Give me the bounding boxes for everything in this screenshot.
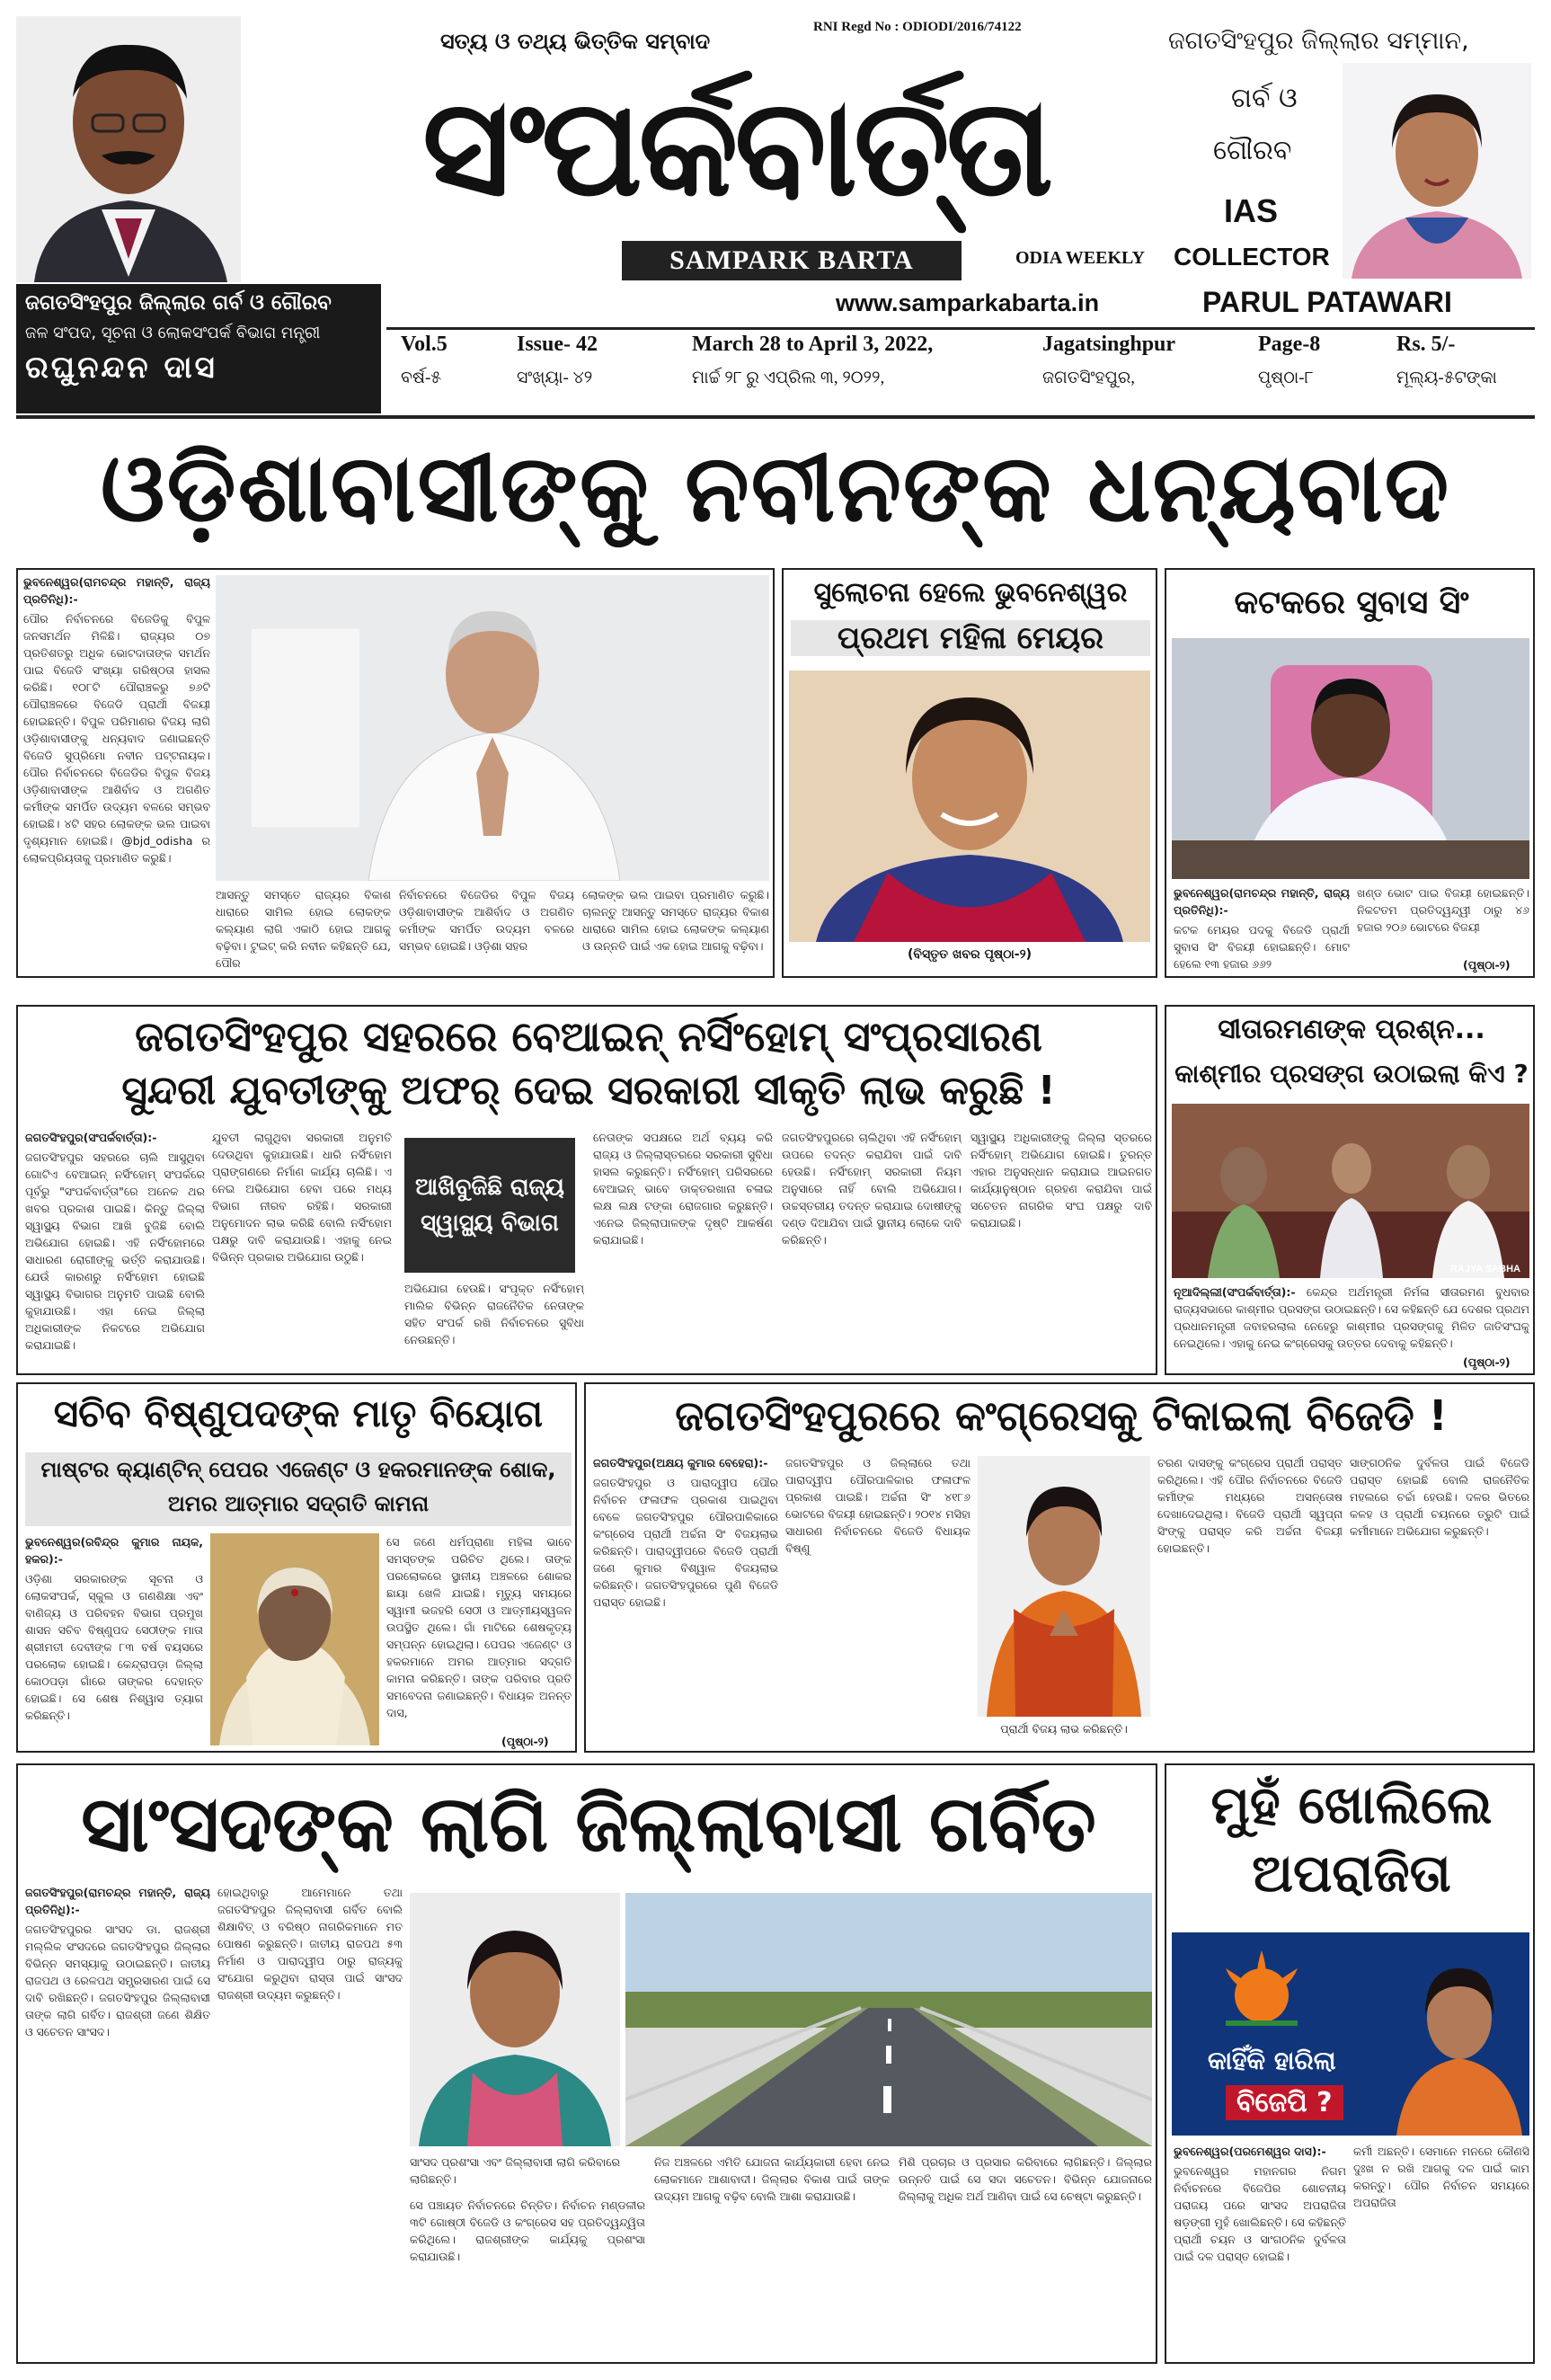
story9-headline-1: ମୁହଁ ଖୋଲିଲେ xyxy=(1210,1774,1493,1835)
story8-text-a: ଜଗତସିଂହପୁରର ସାଂସଦ ଡା. ରାଜଶ୍ରୀ ମଲ୍ଲିକ ସଂସଦରେ ଜଗତସିଂହପୁର ଜିଲ୍ଲାର ବିଭିନ୍ନ ସମସ୍ୟାକୁ ଉଠାଇଛନ୍ତି। ଜାତୀୟ ରାଜପଥ ଓ ରେଳପଥ ସମ୍ପ୍ରସାରଣ ପାଇଁ ସେ ଦାବି ରଖିଛନ୍ତି। ଜଗତସିଂହପୁର ଜିଲ୍ଲାବାସୀ ତାଙ୍କ ଲାଗି ଗର୍ବିତ। ରାଜଶ୍ରୀ ଜଣେ ଶିକ୍ଷିତ ଓ ସଚେତନ ସାଂସଦ। xyxy=(25,1923,210,2038)
english-title: SAMPARK BARTA xyxy=(669,245,914,275)
issue-vol: Vol.5 xyxy=(401,333,448,356)
story8-text-c: ସେ ପଞ୍ଚାୟତ ନିର୍ବାଚନରେ ଚିନ୍ତିତ। ନିର୍ବାଚନ ମଣ୍ଡଳୀର ୩ଟି ଗୋଷ୍ଠୀ ବିଜେଡି ଓ କଂଗ୍ରେସ ସହ ପ୍ରତିଦ୍ୱନ୍ଦ୍ୱିତା କରିଥିଲେ। ରାଜଶ୍ରୀଙ୍କ କାର୍ଯ୍ୟକୁ ପ୍ରଶଂସା କରାଯାଉଛି। xyxy=(410,2198,645,2263)
issue-number-odia: ସଂଖ୍ୟା- ୪୨ xyxy=(517,369,593,387)
issue-date-odia: ମାର୍ଚ୍ଚ ୨୮ ରୁ ଏପ୍ରିଲ ୩, ୨୦୨୨, xyxy=(692,369,885,387)
main-headline: ଓଡ଼ିଶାବାସୀଙ୍କୁ ନବୀନଙ୍କ ଧନ୍ୟବାଦ xyxy=(100,433,1451,543)
story7-text-a: ଜଗତସିଂହପୁର ଓ ପାରାଦ୍ୱୀପ ପୌର ନିର୍ବାଚନ ଫଳାଫଳ ପ୍ରକାଶ ପାଇଥିବା ବେଳେ ଜଗତସିଂହପୁର ପୌରପାଳିକାରେ କଂଗ୍ରେସ ପ୍ରାର୍ଥୀ ଅର୍ଚ୍ଚନା ସିଂ ବିଜୟଲାଭ କରିଛନ୍ତି। ପାରାଦ୍ୱୀପରେ ବିଜେଡି ପ୍ରାର୍ଥୀ ଜଣେ କୁମାର ବିଶ୍ୱାଳ ବିଜୟଲାଭ କରିଛନ୍ତି। ଜଗତସିଂହପୁରରେ ପୁଣି ବିଜେଡି ପରାସ୍ତ ହୋଇଛି। xyxy=(593,1476,778,1609)
story9-dateline: ଭୁବନେଶ୍ୱର(ପରମେଶ୍ୱର ଦାସ):- xyxy=(1174,2145,1326,2158)
issue-number: Issue- 42 xyxy=(517,333,598,356)
story6-dateline: ଭୁବନେଶ୍ୱର(ରବିନ୍ଦ୍ର କୁମାର ନାୟକ, ହକର):- xyxy=(25,1535,203,1566)
story-subash xyxy=(1165,568,1535,978)
story9-headline-2: ଅପରାଜିତା xyxy=(1252,1843,1451,1904)
rni-number: RNI Regd No : ODIODI/2016/74122 xyxy=(813,20,1022,34)
story7-caption: ପ୍ରାର୍ଥୀ ବିଜୟ ଲାଭ କରିଛନ୍ତି। xyxy=(1000,1722,1128,1736)
right-line-2: ଗର୍ବ ଓ xyxy=(1231,83,1298,114)
issue-page-odia: ପୃଷ୍ଠା-୮ xyxy=(1258,369,1314,387)
english-title-box xyxy=(622,241,962,280)
story5-headline-1: ସୀତାରମଣଙ୍କ ପ୍ରଶ୍ନ... xyxy=(1218,1014,1485,1045)
story-bereavement xyxy=(16,1382,577,1753)
story4-text-a: ଜଗତସିଂହପୁର ସହରରେ ଚାଲି ଆସୁଥିବା ଗୋଟିଏ ବେଆଇନ୍ ନର୍ସିଂହୋମ୍ ସଂପର୍କରେ ପୂର୍ବରୁ "ସଂପର୍କବାର୍ତ୍ତା"ରେ ଅନେକ ଥର ଖବର ପ୍ରକାଶ ପାଇଛି। କିନ୍ତୁ ଜିଲ୍ଲା ସ୍ୱାସ୍ଥ୍ୟ ବିଭାଗ ଆଖି ବୁଜିଛି ବୋଲି ଅଭିଯୋଗ ହୋଇଛି। ଏହି ନର୍ସିଂହୋମରେ ସାଧାରଣ ରୋଗୀଙ୍କୁ ଭର୍ତ୍ତି କରାଯାଉଛି। ଯେଉଁ କାରଣରୁ ନର୍ସିଂହୋମ ହୋଇଛି ସ୍ୱାସ୍ଥ୍ୟ ବିଭାଗର ଅନୁମତି ପାଇଛି ବୋଲି କୁହାଯାଉଛି। ଏହା ନେଇ ଜିଲ୍ଲା ଅଧିକାରୀଙ୍କ ନିକଟରେ ଅଭିଯୋଗ କରାଯାଇଛି। xyxy=(25,1150,205,1352)
story1-text-a: ପୌର ନିର୍ବାଚନରେ ବିଜେଡିକୁ ବିପୁଳ ଜନସମର୍ଥନ ମିଳିଛି। ରାଜ୍ୟର ୦୭ ପ୍ରତିଶତରୁ ଅଧିକ ଭୋଟଦାତାଙ୍କ ସମର୍ଥନ ପାଇ ବିଜେଡି ସଂଖ୍ୟା ଗରିଷ୍ଠତା ହାସଲ କରିଛି। ୧୦୮ଟି ପୌରାଞ୍ଚଳରୁ ୭୬ଟି ପୌରାଞ୍ଚଳରେ ବିଜେଡି ପ୍ରାର୍ଥୀ ବିଜୟୀ ହୋଇଛନ୍ତି। ବିପୁଳ ପରିମାଣର ବିଜୟ ଲାଗି ଓଡ଼ିଶାବାସୀଙ୍କୁ ଧନ୍ୟବାଦ ଜଣାଇଛନ୍ତି ବିଜେଡି ସୁପ୍ରିମୋ ନବୀନ ପଟ୍ଟନାୟକ। ପୌର ନିର୍ବାଚନରେ ବିଜେଡିର ବିପୁଳ ବିଜୟ ଓଡ଼ିଶାବାସୀଙ୍କ ଆଶିର୍ବାଦ ଓ ଅଗଣିତ କର୍ମୀଙ୍କ ସମର୍ପିତ ଉଦ୍ୟମ ବଳରେ ସମ୍ଭବ ହୋଇଛି। ୪ଟି ସହର ଲୋକଙ୍କ ଭଲ ପାଇବା ଦୃଶ୍ୟମାନ ହୋଇଛି। @bjd_odisha ର ଲୋକପ୍ରିୟତାକୁ ପ୍ରମାଣିତ କରୁଛି। xyxy=(23,612,210,865)
story1-dateline: ଭୁବନେଶ୍ୱର(ରାମଚନ୍ଦ୍ର ମହାନ୍ତି, ରାଜ୍ୟ ପ୍ରତିନିଧି):- xyxy=(23,575,210,606)
mp-photo xyxy=(410,1893,620,2146)
right-line-1: ଜଗତସିଂହପୁର ଜିଲ୍ଲାର ସମ୍ମାନ, xyxy=(1168,27,1469,55)
story3-headline: କଟକରେ ସୁବାସ ସିଂ xyxy=(1234,584,1469,621)
story2-headline-1: ସୁଲୋଚନା ହେଲେ ଭୁବନେଶ୍ୱର xyxy=(813,577,1128,608)
issue-row xyxy=(386,329,1535,406)
website-link[interactable]: www.samparkabarta.in xyxy=(836,289,1100,316)
story4-headline-1: ଜଗତସିଂହପୁର ସହରରେ ବେଆଇନ୍ ନର୍ସିଂହୋମ୍ ସଂପ୍ରସାରଣ xyxy=(135,1012,1042,1061)
sitharaman-photo xyxy=(1172,1104,1529,1278)
minister-photo xyxy=(16,16,241,282)
story2-caption: (ବିସ୍ତୃତ ଖବର ପୃଷ୍ଠା-୨) xyxy=(908,947,1032,962)
story7-headline: ଜଗତସିଂହପୁରରେ କଂଗ୍ରେସକୁ ଟିକାଇଲା ବିଜେଡି ! xyxy=(675,1391,1448,1440)
story-sulochana xyxy=(782,568,1157,978)
issue-vol-odia: ବର୍ଷ-୫ xyxy=(401,369,442,387)
story8-dateline: ଜଗତସିଂହପୁର(ରାମଚନ୍ଦ୍ର ମହାନ୍ତି, ରାଜ୍ୟ ପ୍ରତିନିଧି):- xyxy=(25,1886,210,1916)
story-congress xyxy=(584,1382,1535,1753)
subash-photo xyxy=(1172,638,1529,879)
aparajita-photo xyxy=(1172,1932,1529,2136)
story4-headline-2: ସୁନ୍ଦରୀ ଯୁବତୀଙ୍କୁ ଅଫର୍ ଦେଇ ସରକାରୀ ସୀକୃତି ଲାଭ କରୁଛି ! xyxy=(121,1068,1056,1114)
sulochana-photo xyxy=(789,670,1150,942)
story5-continued: (ପୃଷ୍ଠା-୨) xyxy=(1463,1355,1511,1369)
story7-text-d: ସାଙ୍ଗଠନିକ ଦୁର୍ବଳତା ପାଇଁ ବିଜେଡି ପରାସ୍ତ ହୋଇଛି ବୋଲି ରାଜନୈତିକ ମହଲରେ ଚର୍ଚ୍ଚା ହେଉଛି। ଦଳର ଭିତରେ କଳହ ଓ ପ୍ରାର୍ଥୀ ଚୟନରେ ତ୍ରୁଟି ପାଇଁ କର୍ମୀମାନେ ଅଭିଯୋଗ କରୁଛନ୍ତି। xyxy=(1350,1456,1529,1538)
story8-text-d: ନିଜ ଅଞ୍ଚଳରେ ଏମିତି ଯୋଜନା କାର୍ଯ୍ୟକାରୀ ହେବା ନେଇ ଲୋକମାନେ ଆଶାବାଦୀ। ଜିଲ୍ଲାର ବିକାଶ ପାଇଁ ତାଙ୍କ ଉଦ୍ୟମ ଆଗକୁ ବଢ଼ିବ ବୋଲି ଆଶା କରାଯାଉଛି। xyxy=(654,2155,890,2203)
story4-text-d: ନେତାଙ୍କ ସପକ୍ଷରେ ଅର୍ଥ ବ୍ୟୟ କରି ରାଜ୍ୟ ଓ ଜିଲ୍ଲାସ୍ତରରେ ସରକାରୀ ସୁବିଧା ହାସଲ କରୁଛନ୍ତି। ନର୍ସିଂହୋମ୍ ପରିସରରେ ବେଆଇନ୍ ଭାବେ ଡାକ୍ତରଖାନା ଚଳାଇ ଲକ୍ଷ ଲକ୍ଷ ଟଙ୍କା ରୋଜଗାର କରୁଛନ୍ତି। ଏନେଇ ଜିଲ୍ଲାପାଳଙ୍କ ଦୃଷ୍ଟି ଆକର୍ଷଣ କରାଯାଇଛି। xyxy=(593,1131,773,1247)
story8-caption: ସାଂସଦ ପ୍ରଶଂସା ଏବଂ ଜିଲ୍ଲାବାସୀ ଲାଗି କରିବାରେ ଲାଗିଛନ୍ତି। xyxy=(410,2155,620,2186)
minister-caption-1: ଜଗତସିଂହପୁର ଜିଲ୍ଲାର ଗର୍ବ ଓ ଗୌରବ xyxy=(25,291,332,315)
minister-name: ରଘୁନନ୍ଦନ ଦାସ xyxy=(25,350,217,386)
story-nursinghome xyxy=(16,1005,1157,1375)
weekly-label: ODIA WEEKLY xyxy=(1015,248,1145,268)
story9-text-b: କର୍ମୀ ଅଛନ୍ତି। ସେମାନେ ମନରେ କୌଣସି ଦୁଃଖ ନ ରଖି ଆଗକୁ ଦଳ ପାଇଁ କାମ କରନ୍ତୁ। ପୌର ନିର୍ବାଚନ ସମୟରେ ଅପରାଜିତା xyxy=(1353,2145,1529,2209)
issue-place: Jagatsinghpur xyxy=(1042,333,1176,356)
story-aparajita xyxy=(1165,1763,1535,2364)
issue-date: March 28 to April 3, 2022, xyxy=(692,333,934,356)
story6-headline: ସଚିବ ବିଷ୍ଣୁପଦଙ୍କ ମାତୃ ବିୟୋଗ xyxy=(53,1391,544,1435)
story6-continued: (ପୃଷ୍ଠା-୨) xyxy=(501,1735,549,1748)
issue-place-odia: ଜଗତସିଂହପୁର, xyxy=(1042,369,1135,387)
issue-price: Rs. 5/- xyxy=(1396,333,1456,356)
story4-box xyxy=(404,1138,575,1273)
story2-headline-2: ପ୍ରଥମ ମହିଳା ମେୟର xyxy=(791,620,1150,656)
right-collector: COLLECTOR xyxy=(1174,243,1330,271)
rajya-sabha-label: RAJYA SABHA xyxy=(1449,1264,1520,1274)
collector-name: PARUL PATAWARI xyxy=(1202,286,1452,318)
story-mp xyxy=(16,1763,1157,2364)
issue-page: Page-8 xyxy=(1258,333,1321,356)
story3-text-b: ଖଣ୍ଡ ଭୋଟ ପାଇ ବିଜୟୀ ହୋଇଛନ୍ତି। ନିକଟତମ ପ୍ରତିଦ୍ୱନ୍ଦ୍ୱୀ ଠାରୁ ୪୬ ହଜାର ୨୦୬ ଭୋଟରେ ବିଜୟୀ xyxy=(1357,886,1529,934)
story5-headline-2: କାଶ୍ମୀର ପ୍ରସଙ୍ଗ ଉଠାଇଲା କିଏ ? xyxy=(1174,1059,1529,1088)
bereavement-photo xyxy=(210,1533,379,1745)
aparajita-photo-text-1: କାହିଁକି ହାରିଲା xyxy=(1208,2046,1336,2075)
story7-text-b: ଜଗତସିଂହପୁର ଓ ଜିଲ୍ଲାରେ ତଥା ପାରାଦ୍ୱୀପ ପୌରପାଳିକାର ଫଳାଫଳ ପ୍ରକାଶ ପାଇଛି। ଅର୍ଚ୍ଚନା ସିଂ ୪୧୮୬ ଭୋଟରେ ବିଜୟୀ ହୋଇଛନ୍ତି। ୨୦୧୪ ମସିହା ସାଧାରଣ ନିର୍ବାଚନରେ ବିଜେଡି ବିଧାୟକ ବିଷ୍ଣୁ xyxy=(785,1456,970,1555)
minister-caption-2: ଜଳ ସଂପଦ, ସୂଚନା ଓ ଲୋକସଂପର୍କ ବିଭାଗ ମନ୍ତ୍ରୀ xyxy=(25,324,321,342)
tagline: ସତ୍ୟ ଓ ତଥ୍ୟ ଭିତ୍ତିକ ସମ୍ବାଦ xyxy=(440,29,711,54)
story8-headline: ସାଂସଦଙ୍କ ଲାଗି ଜିଲ୍ଲାବାସୀ ଗର୍ବିତ xyxy=(81,1780,1096,1869)
story1-text-b: ଆସନ୍ତୁ ସମସ୍ତେ ରାଜ୍ୟର ବିକାଶ ଧାରାରେ ସାମିଲ ହୋଇ ଲୋକଙ୍କ କଲ୍ୟାଣ ଲାଗି ଏକାଠି ହୋଇ ଆଗକୁ ବଢ଼ିବା। ଟୁଇଟ୍ କରି ନବୀନ କହିଛନ୍ତି ଯେ, ପୌର xyxy=(216,888,391,970)
story4-box-text: ଆଖିବୁଜିଛି ରାଜ୍ୟ ସ୍ୱାସ୍ଥ୍ୟ ବିଭାଗ xyxy=(415,1173,564,1237)
story1-text-d: ଲୋକଙ୍କ ଭଲ ପାଇବା ପ୍ରମାଣିତ କରୁଛି। ଚାଲନ୍ତୁ ଆସନ୍ତୁ ସମସ୍ତେ ରାଜ୍ୟର ବିକାଶ ଧାରାରେ ସାମିଲ ହୋଇ ଲୋକଙ୍କ କଲ୍ୟାଣ ଓ ଉନ୍ନତି ପାଇଁ ଏକ ହୋଇ ଆଗକୁ ବଢ଼ିବା। xyxy=(582,888,769,953)
collector-photo xyxy=(1343,63,1531,279)
story4-text-b: ଯୁବତୀ ଲାଗୁଥିବା ସରକାରୀ ଅନୁମତି ଦେଉଥିବା କୁହାଯାଉଛି। ଧାରି ନର୍ସିଂହୋମ ପ୍ରାଙ୍ଗଣରେ ନିର୍ମାଣ କାର୍ଯ୍ୟ ଚାଲିଛି। ଏ ନେଇ ଅଭିଯୋଗ ହେବା ପରେ ମଧ୍ୟ ବିଭାଗ ନୀରବ ରହିଛି। ସରକାରୀ ଅନୁମୋଦନ ଲାଭ କରିଛି ବୋଲି ନର୍ସିଂହୋମ ପକ୍ଷରୁ ଦାବି କରାଯାଉଛି। ଏହାକୁ ନେଇ ବିଭିନ୍ନ ପ୍ରକାର ଅଭିଯୋଗ ଉଠୁଛି। xyxy=(212,1131,392,1264)
highway-photo xyxy=(625,1893,1152,2146)
archana-photo xyxy=(978,1456,1150,1717)
story5-dateline: ନୂଆଦିଲ୍ଲୀ(ସଂପର୍କବାର୍ତ୍ତା):- xyxy=(1174,1285,1296,1299)
story9-text-a: ଭୁବନେଶ୍ୱର ମହାନଗର ନିଗମ ନିର୍ବାଚନରେ ବିଜେପିର ଶୋଚନୀୟ ପରାଜୟ ପରେ ସାଂସଦ ଅପରାଜିତା ଷଡ଼ଙ୍ଗୀ ମୁହଁ ଖୋଲିଛନ୍ତି। ସେ କହିଛନ୍ତି ପ୍ରାର୍ଥୀ ଚୟନ ଓ ସାଂଗଠନିକ ଦୁର୍ବଳତା ପାଇଁ ଦଳ ପରାସ୍ତ ହୋଇଛି। xyxy=(1174,2164,1346,2263)
story3-dateline: ଭୁବନେଶ୍ୱର(ରାମଚନ୍ଦ୍ର ମହାନ୍ତି, ରାଜ୍ୟ ପ୍ରତିନିଧି):- xyxy=(1174,886,1350,917)
story8-text-e: ମିଶି ପ୍ରଚାର ଓ ପ୍ରସାର କରିବାରେ ଲାଗିଛନ୍ତି। ଜିଲ୍ଲାର ଉନ୍ନତି ପାଇଁ ସେ ସଦା ସଚେତନ। ବିଭିନ୍ନ ଯୋଜନାରେ ଜିଲ୍ଲାକୁ ଅଧିକ ଅର୍ଥ ଆଣିବା ପାଇଁ ସେ ଚେଷ୍ଟା କରୁଛନ୍ତି। xyxy=(899,2155,1152,2203)
issue-price-odia: ମୂଲ୍ୟ-୫ଟଙ୍କା xyxy=(1396,369,1497,387)
story3-text-a: କଟକ ମେୟର ପଦକୁ ବିଜେଡି ପ୍ରାର୍ଥୀ ସୁବାସ ସିଂ ବିଜୟୀ ହୋଇଛନ୍ତି। ମୋଟ ହେଲେ ୧୩ ହଜାର ୬୬୨ xyxy=(1174,923,1350,971)
story4-text-c: ଅଭିଯୋଗ ହେଉଛି। ସଂପୃକ୍ତ ନର୍ସିଂହୋମ୍ ମାଲିକ ବିଭିନ୍ନ ରାଜନୈତିକ ନେତାଙ୍କ ସହିତ ସଂପର୍କ ରଖି ନିର୍ବାଚନରେ ସୁବିଧା ନେଉଛନ୍ତି। xyxy=(404,1282,584,1346)
story6-text-a: ଓଡ଼ିଶା ସରକାରଙ୍କ ସୂଚନା ଓ ଲୋକସଂପର୍କ, ସ୍କୁଲ ଓ ଗଣଶିକ୍ଷା ଏବଂ ବାଣିଜ୍ୟ ଓ ପରିବହନ ବିଭାଗ ପ୍ରମୁଖ ଶାସନ ସଚିବ ବିଷ୍ଣୁପଦ ସେଠୀଙ୍କ ମାତା ଶ୍ରୀମତୀ ଦେବୀଙ୍କ ୮୩ ବର୍ଷ ବୟସରେ ପରଲୋକ ହୋଇଛି। କେନ୍ଦ୍ରାପଡ଼ା ଜିଲ୍ଲା କୋଠପଡ଼ା ଗାଁରେ ତାଙ୍କର ଦେହାନ୍ତ ହୋଇଛି। ସେ ଶେଷ ନିଶ୍ୱାସ ତ୍ୟାଗ କରିଛନ୍ତି। xyxy=(25,1572,203,1722)
story4-text-e: ଜଗତସିଂହପୁରରେ ଚାଲିଥିବା ଏହି ନର୍ସିଂହୋମ୍ ଉପରେ ତଦନ୍ତ କରାଯିବା ପାଇଁ ଦାବି ହେଉଛି। ନର୍ସିଂହୋମ୍ ସରକାରୀ ନିୟମ ଅନୁସାରେ ନାହିଁ ବୋଲି ଅଭିଯୋଗ। ଉଚ୍ଚସ୍ତରୀୟ ତଦନ୍ତ କରାଯାଇ ଦୋଷୀଙ୍କୁ ଦଣ୍ଡ ଦିଆଯିବା ପାଇଁ ସ୍ଥାନୀୟ ଲୋକେ ଦାବି କରିଛନ୍ତି। xyxy=(782,1131,962,1247)
naveen-photo xyxy=(216,575,769,881)
story8-text-b: ହୋଇଥିବାରୁ ଆମେମାନେ ତଥା ଜଗତସିଂହପୁର ଜିଲ୍ଲାବାସୀ ଗର୍ବିତ ବୋଲି ଶିକ୍ଷାବିତ୍ ଓ ବରିଷ୍ଠ ନାଗରିକମାନେ ମତ ପୋଷଣ କରୁଛନ୍ତି। ଜାତୀୟ ରାଜପଥ ୫୩ ନିର୍ମାଣ ଓ ପାରାଦ୍ୱୀପ ଠାରୁ ରାଜ୍ୟକୁ ସଂଯୋଗ କରୁଥିବା ରାସ୍ତା ପାଇଁ ସାଂସଦ ରାଜଶ୍ରୀ ଉଦ୍ୟମ କରୁଛନ୍ତି। xyxy=(217,1886,403,2002)
story1-text-c: ନିର୍ବାଚନରେ ବିଜେଡିର ବିପୁଳ ବିଜୟ ଓଡ଼ିଶାବାସୀଙ୍କ ଆଶିର୍ବାଦ ଓ ଅଗଣିତ କର୍ମୀଙ୍କ ସମର୍ପିତ ଉଦ୍ୟମ ବଳରେ ସମ୍ଭବ ହୋଇଛି। ଓଡ଼ିଶା ସହର xyxy=(399,888,574,953)
story-sitharaman xyxy=(1165,1005,1535,1375)
minister-caption-box xyxy=(16,284,381,413)
aparajita-photo-text-2: ବିଜେପି ? xyxy=(1226,2085,1343,2120)
story5-text: କେନ୍ଦ୍ର ଅର୍ଥମନ୍ତ୍ରୀ ନିର୍ମଳା ସୀତାରମଣ ବୁଧବାର ରାଜ୍ୟସଭାରେ କାଶ୍ମୀର ପ୍ରସଙ୍ଗ ଉଠାଇଛନ୍ତି। ସେ କହିଛନ୍ତି ଯେ ଦେଶର ପ୍ରଥମ ପ୍ରଧାନମନ୍ତ୍ରୀ ଜବାହରଲାଲ ନେହେରୁ କାଶ୍ମୀର ପ୍ରସଙ୍ଗକୁ ମିଳିତ ଜାତିସଂଘକୁ ନେଇଥିଲେ। ଏହାକୁ ନେଇ କଂଗ୍ରେସକୁ ଉତ୍ତର ଦେବାକୁ କହିଛନ୍ତି। xyxy=(1174,1285,1529,1350)
story7-dateline: ଜଗତସିଂହପୁର(ଅକ୍ଷୟ କୁମାର ବେହେରା):- xyxy=(593,1456,768,1470)
newspaper-title: ସଂପର୍କବାର୍ତ୍ତା xyxy=(422,70,1050,226)
story6-text-b: ସେ ଜଣେ ଧର୍ମପ୍ରାଣା ମହିଳା ଭାବେ ସମସ୍ତଙ୍କ ପରିଚିତ ଥିଲେ। ତାଙ୍କ ପରଲୋକରେ ସ୍ଥାନୀୟ ଅଞ୍ଚଳରେ ଶୋକର ଛାୟା ଖେଳି ଯାଇଛି। ମୃତ୍ୟୁ ସମୟରେ ସ୍ୱାମୀ ଭଜହରି ସେଠୀ ଓ ଆତ୍ମୀୟସ୍ୱଜନ ଉପସ୍ଥିତ ଥିଲେ। ଗାଁ ମାଟିରେ ଶେଷକୃତ୍ୟ ସମ୍ପନ୍ନ ହୋଇଥିଲା। ପେପର ଏଜେଣ୍ଟ ଓ ହକରମାନେ ଅମର ଆତ୍ମାର ସଦ୍‌ଗତି କାମନା କରିଛନ୍ତି। ତାଙ୍କ ପରିବାର ପ୍ରତି ସମବେଦନା ଜଣାଇଛନ୍ତି। ବିଧାୟକ ଅନନ୍ତ ଦାସ, xyxy=(386,1535,572,1719)
right-ias: IAS xyxy=(1224,192,1279,229)
story-naveen xyxy=(16,568,775,978)
story4-dateline: ଜଗତସିଂହପୁର(ସଂପର୍କବାର୍ତ୍ତା):- xyxy=(25,1131,157,1144)
story3-continued: (ପୃଷ୍ଠା-୨) xyxy=(1463,958,1511,972)
right-line-3: ଗୌରବ xyxy=(1213,135,1292,166)
story4-text-f: ସ୍ୱାସ୍ଥ୍ୟ ଅଧିକାରୀଙ୍କୁ ଜିଲ୍ଲା ସ୍ତରରେ ନର୍ସିଂହୋମ୍ ଅଭିଯୋଗ ହୋଇଛି। ତୁରନ୍ତ ଏହାର ଅନୁସନ୍ଧାନ କରାଯାଇ ଆଇନଗତ କାର୍ଯ୍ୟାନୁଷ୍ଠାନ ଗ୍ରହଣ କରାଯିବା ପାଇଁ ସଚେତନ ନାଗରିକ ସଂଘ ପକ୍ଷରୁ ଦାବି କରାଯାଇଛି। xyxy=(970,1131,1152,1230)
story7-text-c: ଚରଣ ଦାସଙ୍କୁ କଂଗ୍ରେସ ପ୍ରାର୍ଥୀ ପରାସ୍ତ କରିଥିଲେ। ଏହି ପୌର ନିର୍ବାଚନରେ ବିଜେଡି କର୍ମୀଙ୍କ ମଧ୍ୟରେ ଅସନ୍ତୋଷ ଦେଖାଦେଇଥିଲା। ବିଜେଡି ପ୍ରାର୍ଥୀ ସ୍ୱପ୍ନା ସିଂଙ୍କୁ ପରାସ୍ତ କରି ଅର୍ଚ୍ଚନା ବିଜୟୀ ହୋଇଛନ୍ତି। xyxy=(1157,1456,1343,1555)
story6-subheadline: ମାଷ୍ଟର କ୍ୟାଣ୍ଟିନ୍ ପେପର ଏଜେଣ୍ଟ ଓ ହକରମାନଙ୍କ ଶୋକ, ଅମର ଆତ୍ମାର ସଦ୍‌ଗତି କାମନା xyxy=(25,1452,572,1526)
masthead xyxy=(0,0,1551,413)
